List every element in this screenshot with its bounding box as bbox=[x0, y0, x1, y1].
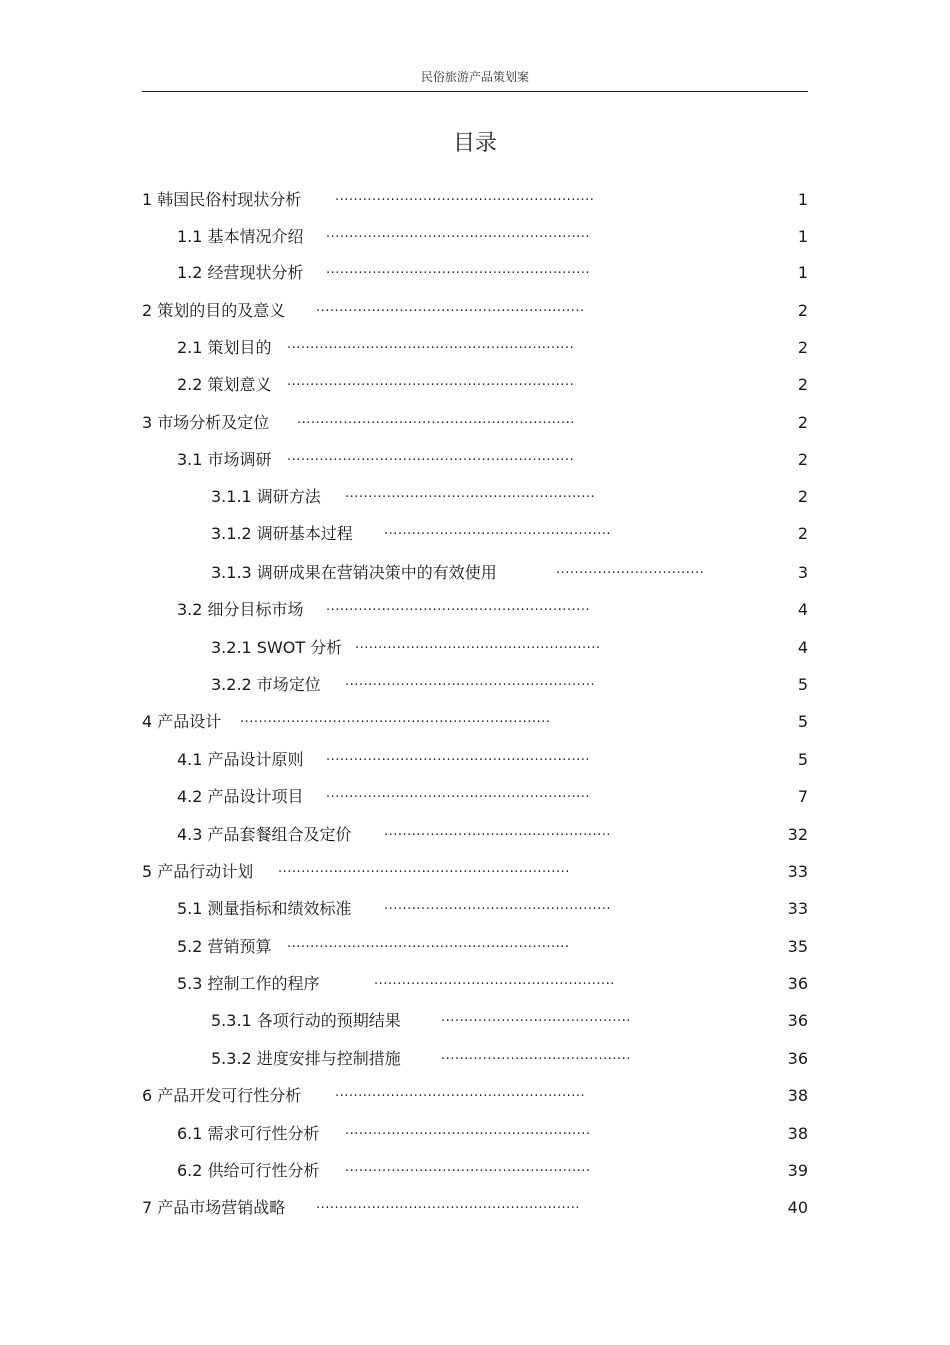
toc-leader-dots: ...................................................... bbox=[345, 486, 596, 501]
toc-leader-dots: ................................ bbox=[556, 562, 705, 577]
toc-entry-page: 2 bbox=[797, 450, 808, 469]
toc-entry[interactable] bbox=[0, 1009, 950, 1033]
toc-entry[interactable] bbox=[0, 1122, 950, 1146]
toc-entry-label: 7 产品市场营销战略 bbox=[142, 1198, 286, 1217]
toc-entry[interactable] bbox=[0, 673, 950, 697]
toc-entry-label: 3.2 细分目标市场 bbox=[177, 600, 304, 619]
toc-entry-label: 6.2 供给可行性分析 bbox=[177, 1161, 320, 1180]
toc-title: 目录 bbox=[452, 131, 497, 156]
toc-entry-page: 2 bbox=[797, 487, 808, 506]
toc-entry-label: 4.2 产品设计项目 bbox=[177, 787, 304, 806]
toc-entry-label: 2 策划的目的及意义 bbox=[142, 301, 286, 320]
toc-entry-label: 5.2 营销预算 bbox=[177, 937, 272, 956]
toc-leader-dots: ..................................................... bbox=[355, 637, 601, 652]
toc-entry-page: 33 bbox=[787, 899, 808, 918]
toc-leader-dots: ........................................................ bbox=[335, 189, 595, 204]
toc-leader-dots: ..................................................... bbox=[345, 1123, 591, 1138]
toc-entry-page: 38 bbox=[787, 1086, 808, 1105]
toc-entry[interactable] bbox=[0, 188, 950, 212]
toc-leader-dots: ................................................. bbox=[384, 523, 611, 538]
toc-entry-label: 6 产品开发可行性分析 bbox=[142, 1086, 302, 1105]
toc-entry-label: 3.1.1 调研方法 bbox=[211, 487, 321, 506]
toc-entry[interactable] bbox=[0, 448, 950, 472]
toc-entry[interactable] bbox=[0, 336, 950, 360]
toc-entry-label: 3 市场分析及定位 bbox=[142, 413, 270, 432]
toc-entry-label: 4.3 产品套餐组合及定价 bbox=[177, 825, 352, 844]
toc-leader-dots: ............................................................... bbox=[278, 861, 570, 876]
toc-entry[interactable] bbox=[0, 823, 950, 847]
toc-entry-page: 1 bbox=[797, 263, 808, 282]
toc-entry-page: 2 bbox=[797, 524, 808, 543]
toc-entry-page: 1 bbox=[797, 227, 808, 246]
toc-entry-page: 4 bbox=[797, 638, 808, 657]
toc-entry[interactable] bbox=[0, 897, 950, 921]
toc-entry-page: 2 bbox=[797, 338, 808, 357]
toc-leader-dots: ................................................. bbox=[384, 898, 611, 913]
toc-entry-page: 40 bbox=[787, 1198, 808, 1217]
toc-entry-label: 4.1 产品设计原则 bbox=[177, 750, 304, 769]
toc-leader-dots: ......................................................... bbox=[326, 226, 591, 241]
toc-entry[interactable] bbox=[0, 710, 950, 734]
toc-entry[interactable] bbox=[0, 748, 950, 772]
toc-leader-dots: ......................................... bbox=[441, 1048, 631, 1063]
toc-entry-label: 1.1 基本情况介绍 bbox=[177, 227, 304, 246]
toc-entry-page: 1 bbox=[797, 190, 808, 209]
toc-leader-dots: .......................................................... bbox=[316, 300, 585, 315]
toc-entry-label: 6.1 需求可行性分析 bbox=[177, 1124, 320, 1143]
toc-entry-page: 38 bbox=[787, 1124, 808, 1143]
toc-entry-label: 3.2.1 SWOT 分析 bbox=[211, 638, 343, 657]
toc-leader-dots: .............................................................. bbox=[287, 337, 575, 352]
toc-entry-page: 36 bbox=[787, 1049, 808, 1068]
toc-entry[interactable] bbox=[0, 225, 950, 249]
toc-leader-dots: ......................................... bbox=[441, 1010, 631, 1025]
toc-entry-page: 36 bbox=[787, 1011, 808, 1030]
toc-leader-dots: ......................................................... bbox=[316, 1197, 581, 1212]
toc-entry-page: 33 bbox=[787, 862, 808, 881]
toc-entry-page: 5 bbox=[797, 712, 808, 731]
toc-leader-dots: ......................................................... bbox=[326, 599, 591, 614]
toc-entry-page: 35 bbox=[787, 937, 808, 956]
toc-leader-dots: ......................................................... bbox=[326, 786, 591, 801]
toc-entry-page: 2 bbox=[797, 301, 808, 320]
toc-leader-dots: ......................................................... bbox=[326, 749, 591, 764]
toc-leader-dots: ............................................................. bbox=[287, 936, 570, 951]
toc-entry-label: 4 产品设计 bbox=[142, 712, 222, 731]
toc-entry[interactable] bbox=[0, 373, 950, 397]
toc-leader-dots: ................................................................... bbox=[240, 711, 551, 726]
toc-entry[interactable] bbox=[0, 1047, 950, 1071]
toc-leader-dots: ............................................................ bbox=[297, 412, 575, 427]
toc-entry-page: 5 bbox=[797, 675, 808, 694]
toc-entry-label: 3.1 市场调研 bbox=[177, 450, 272, 469]
toc-entry[interactable] bbox=[0, 935, 950, 959]
toc-entry-page: 3 bbox=[797, 563, 808, 582]
toc-leader-dots: ..................................................... bbox=[345, 1160, 591, 1175]
toc-entry-label: 5.1 测量指标和绩效标准 bbox=[177, 899, 352, 918]
toc-entry[interactable] bbox=[0, 261, 950, 285]
toc-entry[interactable] bbox=[0, 485, 950, 509]
running-header: 民俗旅游产品策划案 bbox=[420, 70, 529, 84]
toc-entry-label: 1 韩国民俗村现状分析 bbox=[142, 190, 302, 209]
toc-entry-page: 39 bbox=[787, 1161, 808, 1180]
toc-entry[interactable] bbox=[0, 299, 950, 323]
toc-leader-dots: .............................................................. bbox=[287, 374, 575, 389]
toc-entry-page: 32 bbox=[787, 825, 808, 844]
toc-entry-label: 5 产品行动计划 bbox=[142, 862, 254, 881]
header-divider bbox=[142, 91, 808, 92]
toc-entry-label: 5.3.2 进度安排与控制措施 bbox=[211, 1049, 401, 1068]
toc-entry-page: 36 bbox=[787, 974, 808, 993]
toc-entry-label: 3.1.2 调研基本过程 bbox=[211, 524, 353, 543]
toc-leader-dots: ...................................................... bbox=[335, 1085, 586, 1100]
toc-leader-dots: .................................................... bbox=[374, 973, 615, 988]
toc-entry[interactable] bbox=[0, 1159, 950, 1183]
toc-entry-label: 5.3 控制工作的程序 bbox=[177, 974, 320, 993]
toc-entry[interactable] bbox=[0, 1196, 950, 1220]
toc-leader-dots: .............................................................. bbox=[287, 449, 575, 464]
toc-entry-page: 5 bbox=[797, 750, 808, 769]
toc-entry[interactable] bbox=[0, 860, 950, 884]
toc-entry-label: 5.3.1 各项行动的预期结果 bbox=[211, 1011, 401, 1030]
toc-entry-label: 3.1.3 调研成果在营销决策中的有效使用 bbox=[211, 563, 497, 582]
toc-entry-label: 3.2.2 市场定位 bbox=[211, 675, 321, 694]
toc-leader-dots: ................................................. bbox=[384, 824, 611, 839]
toc-entry-label: 2.1 策划目的 bbox=[177, 338, 272, 357]
toc-entry-page: 7 bbox=[797, 787, 808, 806]
toc-entry[interactable] bbox=[0, 561, 950, 585]
toc-entry[interactable] bbox=[0, 598, 950, 622]
toc-leader-dots: ...................................................... bbox=[345, 674, 596, 689]
toc-entry-page: 2 bbox=[797, 413, 808, 432]
toc-entry-page: 4 bbox=[797, 600, 808, 619]
toc-entry-label: 1.2 经营现状分析 bbox=[177, 263, 304, 282]
toc-entry-label: 2.2 策划意义 bbox=[177, 375, 272, 394]
toc-entry[interactable] bbox=[0, 411, 950, 435]
toc-leader-dots: ......................................................... bbox=[326, 262, 591, 277]
toc-entry[interactable] bbox=[0, 972, 950, 996]
toc-entry[interactable] bbox=[0, 636, 950, 660]
toc-entry-page: 2 bbox=[797, 375, 808, 394]
toc-entry[interactable] bbox=[0, 522, 950, 546]
toc-entry[interactable] bbox=[0, 785, 950, 809]
toc-entry[interactable] bbox=[0, 1084, 950, 1108]
